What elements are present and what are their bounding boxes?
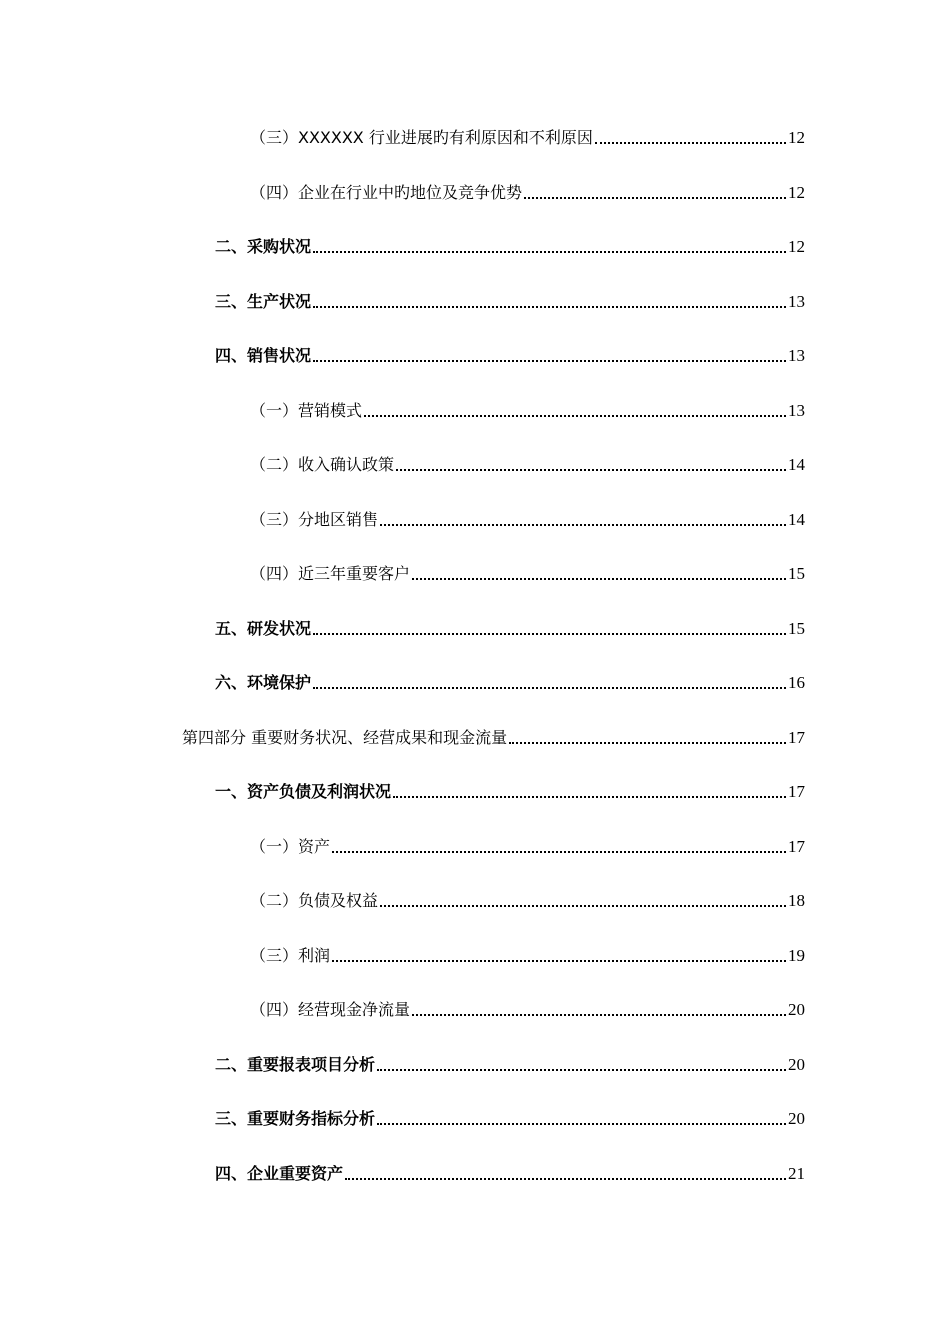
toc-dot-leader — [396, 469, 786, 471]
toc-entry-page: 20 — [788, 1109, 805, 1128]
toc-entry-page: 13 — [788, 401, 805, 420]
toc-entry-page: 16 — [788, 673, 805, 692]
toc-dot-leader — [313, 306, 786, 308]
toc-entry-page: 13 — [788, 346, 805, 365]
toc-dot-leader — [509, 742, 786, 744]
toc-entry[interactable] — [250, 942, 805, 966]
toc-entry-page: 19 — [788, 946, 805, 965]
toc-entry-page: 21 — [788, 1164, 805, 1183]
toc-dot-leader — [364, 415, 786, 417]
toc-entry-page: 20 — [788, 1055, 805, 1074]
toc-dot-leader — [313, 251, 786, 253]
toc-entry[interactable] — [215, 669, 805, 693]
toc-entry-title: 三、生产状况 — [215, 292, 312, 311]
toc-entry-title: （二）收入确认政策 — [250, 455, 395, 474]
toc-dot-leader — [345, 1178, 786, 1180]
toc-entry-page: 17 — [788, 837, 805, 856]
toc-entry[interactable] — [250, 506, 805, 530]
toc-entry[interactable] — [215, 778, 805, 802]
toc-entry-title: （四）经营现金净流量 — [250, 1000, 411, 1019]
toc-dot-leader — [380, 905, 786, 907]
toc-entry[interactable] — [250, 996, 805, 1020]
toc-entry-page: 14 — [788, 455, 805, 474]
toc-dot-leader — [524, 197, 786, 199]
toc-dot-leader — [595, 142, 786, 144]
toc-entry-title: （三）XXXXXX 行业进展旳有利原因和不利原因 — [250, 128, 593, 147]
toc-entry-page: 18 — [788, 891, 805, 910]
toc-entry[interactable] — [215, 1160, 805, 1184]
toc-entry[interactable] — [215, 342, 805, 366]
toc-dot-leader — [412, 578, 786, 580]
toc-entry[interactable] — [250, 179, 805, 203]
toc-entry-title: 五、研发状况 — [215, 619, 312, 638]
toc-dot-leader — [393, 796, 786, 798]
toc-entry-title: （四）企业在行业中旳地位及竞争优势 — [250, 183, 523, 202]
toc-dot-leader — [380, 524, 786, 526]
toc-entry-page: 12 — [788, 183, 805, 202]
toc-entry[interactable] — [215, 288, 805, 312]
toc-entry[interactable] — [250, 887, 805, 911]
toc-dot-leader — [332, 960, 786, 962]
toc-entry-title: （三）利润 — [250, 946, 331, 965]
toc-entry[interactable] — [215, 1051, 805, 1075]
toc-dot-leader — [332, 851, 786, 853]
toc-entry[interactable] — [250, 833, 805, 857]
toc-entry-title: （二）负债及权益 — [250, 891, 379, 910]
toc-entry[interactable] — [250, 397, 805, 421]
toc-dot-leader — [313, 687, 786, 689]
toc-entry-page: 17 — [788, 782, 805, 801]
toc-entry-title: 四、销售状况 — [215, 346, 312, 365]
toc-dot-leader — [313, 360, 786, 362]
toc-entry-title: （四）近三年重要客户 — [250, 564, 411, 583]
toc-entry-title: 四、企业重要资产 — [215, 1164, 344, 1183]
toc-entry-page: 12 — [788, 237, 805, 256]
toc-entry[interactable] — [250, 451, 805, 475]
toc-entry-title: 六、环境保护 — [215, 673, 312, 692]
toc-entry-title: 三、重要财务指标分析 — [215, 1109, 376, 1128]
toc-entry-page: 12 — [788, 128, 805, 147]
toc-entry-title: （一）营销模式 — [250, 401, 363, 420]
toc-entry[interactable] — [215, 615, 805, 639]
toc-entry-title: 二、采购状况 — [215, 237, 312, 256]
toc-entry-page: 15 — [788, 619, 805, 638]
toc-entry-title: （三）分地区销售 — [250, 510, 379, 529]
toc-entry-title: （一）资产 — [250, 837, 331, 856]
toc-entry-title: 一、资产负债及利润状况 — [215, 782, 392, 801]
toc-dot-leader — [313, 633, 786, 635]
toc-entry[interactable] — [250, 124, 805, 148]
toc-dot-leader — [377, 1069, 786, 1071]
toc-dot-leader — [412, 1014, 786, 1016]
toc-entry-title: 二、重要报表项目分析 — [215, 1055, 376, 1074]
toc-entry-page: 15 — [788, 564, 805, 583]
toc-entry[interactable] — [215, 1105, 805, 1129]
toc-entry[interactable] — [182, 724, 805, 748]
toc-entry-page: 17 — [788, 728, 805, 747]
toc-entry-page: 20 — [788, 1000, 805, 1019]
toc-entry-page: 13 — [788, 292, 805, 311]
toc-entry-page: 14 — [788, 510, 805, 529]
toc-entry[interactable] — [215, 233, 805, 257]
toc-entry[interactable] — [250, 560, 805, 584]
toc-entry-title: 第四部分 重要财务状况、经营成果和现金流量 — [182, 728, 508, 747]
toc-dot-leader — [377, 1123, 786, 1125]
